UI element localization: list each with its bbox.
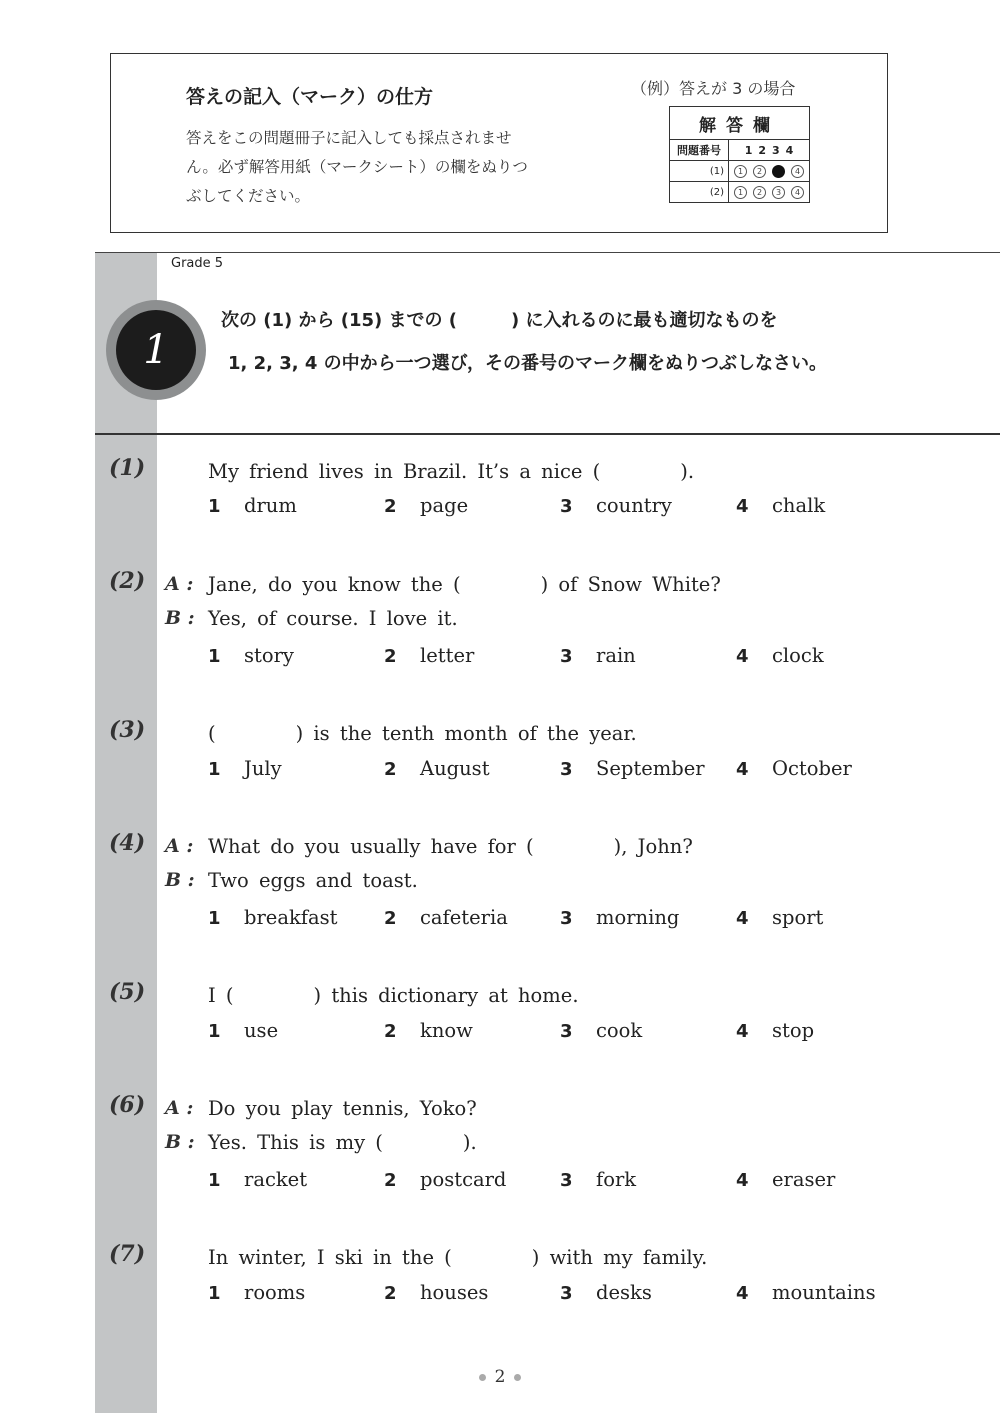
choice-4[interactable]: 4 mountains: [736, 1281, 876, 1304]
choice-4[interactable]: 4 chalk: [736, 494, 826, 517]
section-number: 1: [116, 310, 196, 390]
choice-3[interactable]: 3 desks: [560, 1281, 652, 1304]
column-numbers: 1 2 3 4: [729, 140, 810, 161]
choice-2[interactable]: 2 houses: [384, 1281, 489, 1304]
speaker-label: B :: [165, 1131, 195, 1153]
question-number-label: 問題番号: [670, 140, 729, 161]
question-text: My friend lives in Brazil. It’s a nice ( ).: [208, 460, 695, 483]
choice-3[interactable]: 3 morning: [560, 906, 680, 929]
choice-1[interactable]: 1 breakfast: [208, 906, 338, 929]
filled-bubble-icon: [772, 165, 785, 178]
example-bubbles-row-2: 1 2 3 4: [729, 182, 810, 203]
choice-3[interactable]: 3 September: [560, 757, 705, 780]
header-rule: [95, 252, 1000, 253]
choice-3[interactable]: 3 rain: [560, 644, 636, 667]
section-number-badge: [106, 300, 206, 400]
speaker-label: B :: [165, 607, 195, 629]
choice-4[interactable]: 4 sport: [736, 906, 824, 929]
instruction-box: [110, 53, 888, 233]
choice-3[interactable]: 3 fork: [560, 1168, 637, 1191]
question-text: Yes. This is my ( ).: [208, 1131, 477, 1154]
question-text: Do you play tennis, Yoko?: [208, 1097, 477, 1120]
choice-2[interactable]: 2 cafeteria: [384, 906, 508, 929]
choice-3[interactable]: 3 cook: [560, 1019, 643, 1042]
dot-icon: [514, 1374, 521, 1381]
dot-icon: [479, 1374, 486, 1381]
choice-2[interactable]: 2 know: [384, 1019, 473, 1042]
choice-1[interactable]: 1 story: [208, 644, 294, 667]
question-text: Two eggs and toast.: [208, 869, 418, 892]
speaker-label: A :: [165, 835, 194, 857]
section-rule: [95, 433, 1000, 435]
question-text: Jane, do you know the ( ) of Snow White?: [208, 573, 721, 596]
choice-2[interactable]: 2 letter: [384, 644, 475, 667]
instruction-title: 答えの記入（マーク）の仕方: [186, 86, 434, 108]
question-number: (5): [109, 979, 146, 1005]
choice-1[interactable]: 1 racket: [208, 1168, 308, 1191]
example-answer-table: [669, 106, 810, 203]
choice-1[interactable]: 1 drum: [208, 494, 297, 517]
choice-3[interactable]: 3 country: [560, 494, 672, 517]
question-text: I ( ) this dictionary at home.: [208, 984, 579, 1007]
choice-4[interactable]: 4 October: [736, 757, 852, 780]
instruction-body: 答えをこの問題冊子に記入しても採点されません。必ず解答用紙（マークシート）の欄をぬりつぶしてください。: [186, 129, 528, 205]
example-row-label: (1): [670, 161, 729, 182]
choice-1[interactable]: 1 rooms: [208, 1281, 306, 1304]
example-row-label: (2): [670, 182, 729, 203]
example-bubbles-row-1: 1 2 4: [729, 161, 810, 182]
example-title: （例）答えが 3 の場合: [631, 79, 796, 98]
page-number: 2: [0, 1367, 1000, 1387]
grade-label: Grade 5: [171, 256, 224, 271]
speaker-label: B :: [165, 869, 195, 891]
question-number: (6): [109, 1092, 146, 1118]
question-text: Yes, of course. I love it.: [208, 607, 458, 630]
speaker-label: A :: [165, 573, 194, 595]
directions-line-2: 1, 2, 3, 4 の中から一つ選び，その番号のマーク欄をぬりつぶしなさい。: [228, 353, 827, 374]
directions-line-1: 次の (1) から (15) までの ( ) に入れるのに最も適切なものを: [221, 310, 778, 331]
choice-4[interactable]: 4 eraser: [736, 1168, 836, 1191]
question-number: (4): [109, 830, 146, 856]
answer-column-header: 解答欄: [670, 107, 810, 140]
question-number: (3): [109, 717, 146, 743]
choice-2[interactable]: 2 postcard: [384, 1168, 507, 1191]
choice-4[interactable]: 4 stop: [736, 1019, 815, 1042]
choice-2[interactable]: 2 page: [384, 494, 469, 517]
speaker-label: A :: [165, 1097, 194, 1119]
question-text: ( ) is the tenth month of the year.: [208, 722, 637, 745]
choice-4[interactable]: 4 clock: [736, 644, 824, 667]
choice-1[interactable]: 1 use: [208, 1019, 279, 1042]
question-text: In winter, I ski in the ( ) with my family.: [208, 1246, 708, 1269]
question-text: What do you usually have for ( ), John?: [208, 835, 693, 858]
choice-1[interactable]: 1 July: [208, 757, 282, 780]
choice-2[interactable]: 2 August: [384, 757, 490, 780]
question-number: (2): [109, 568, 146, 594]
question-number: (7): [109, 1241, 146, 1267]
question-number: (1): [109, 455, 146, 481]
